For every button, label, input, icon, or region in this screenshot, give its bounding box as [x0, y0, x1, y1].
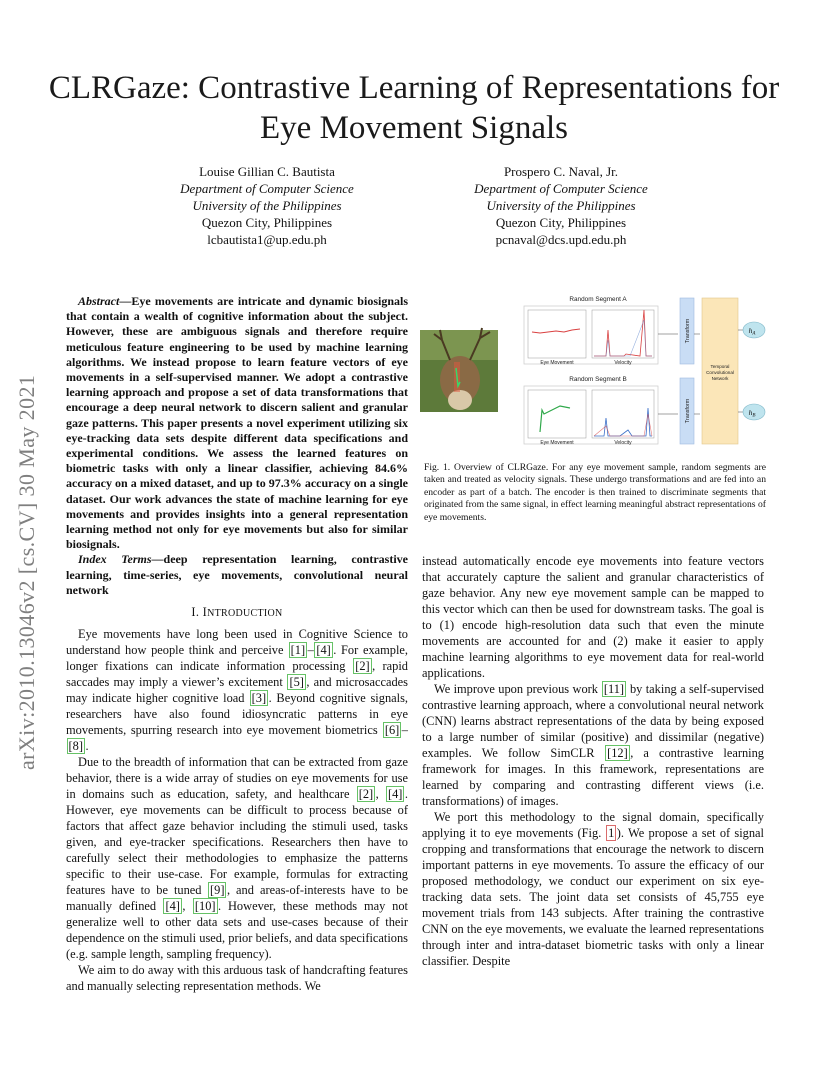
citation-link[interactable]: [4]: [387, 787, 403, 802]
author-name: Louise Gillian C. Bautista: [199, 164, 335, 179]
abstract-text: —Eye movements are intricate and dynamic biosignals that contain a wealth of cognitive information about the subject. However, these are ambiguous signals and therefore require meticulous feature engineering to be used by machine learning algorithms. We instead propose to learn feature vectors of eye movements in a self-supervised manner. We adopt a contrastive learning approach and propose a set of data transformations that encourage a deep neural network to discern salient and granular gaze patterns. This paper presents a novel experiment utilizing six eye-tracking data sets despite different data specifications and experimental conditions. We assess the learned features on biometric tasks with only a linear classifier, achieving 84.6% accuracy on a mixed dataset, and up to 97.3% accuracy on a single dataset. Our work advances the state of machine learning for eye movements and provides insights into a general representation learning method not only for eye movements but also for similar biosignals.: [66, 294, 408, 552]
velocity-label: Velocity: [614, 360, 632, 366]
citation-link[interactable]: [9]: [210, 883, 225, 898]
citation-link[interactable]: [2]: [355, 659, 370, 674]
eye-movement-plot-a: [528, 310, 586, 358]
citation-link[interactable]: [11]: [603, 682, 625, 696]
section-title-rest: NTRODUCTION: [207, 608, 283, 620]
output-h-b-label: $h_B$: [748, 408, 756, 419]
encoder-label-line-3: Network: [711, 376, 729, 381]
eye-movement-label: Eye Movement: [540, 360, 574, 366]
author-city: Quezon City, Philippines: [495, 215, 627, 230]
segment-b-label: Random Segment B: [569, 376, 627, 383]
output-h-a-label: $h_A$: [748, 326, 756, 337]
citation-link[interactable]: [2]: [358, 787, 374, 802]
section-title-initial: I: [202, 605, 208, 620]
left-column: [66, 294, 408, 994]
index-terms-label: Index Terms: [78, 552, 152, 567]
author-block-2: [411, 163, 711, 248]
abstract: [66, 294, 408, 552]
velocity-label: Velocity: [614, 440, 632, 446]
citation-link[interactable]: [12]: [607, 746, 628, 760]
citation-link[interactable]: [8]: [68, 739, 83, 754]
segment-a-label: Random Segment A: [569, 296, 627, 303]
citation-link[interactable]: [6]: [384, 723, 400, 738]
author-email[interactable]: lcbautista1@up.edu.ph: [207, 232, 327, 247]
citation-link[interactable]: [3]: [251, 691, 267, 706]
encoder-label-line-2: Convolutional: [706, 370, 734, 375]
author-univ: University of the Philippines: [192, 198, 342, 213]
citation-link[interactable]: [1]: [290, 643, 306, 658]
index-terms: [66, 552, 408, 598]
paragraph: We port this methodology to the signal domain, specifically applying it to eye movements (Fig. 1 ). We propose a set of signal cropping and transformations that encourage the network to discern important patterns in eye movements. To assure the efficacy of our proposed methodology, we conduct our experiment on six eye-tracking data sets. The joint data set consists of 45,755 eye movement trials from 143 subjects. After training the contrastive CNN on the eye movements, we evaluate the learned representations through inter and intra-dataset biometric tasks with only a linear classifier. Despite: [422, 810, 765, 968]
author-name: Prospero C. Naval, Jr.: [503, 164, 619, 179]
section-number: I.: [191, 605, 203, 620]
paragraph: We aim to do away with this arduous task of handcrafting features and manually selecting representation methods. We: [66, 963, 408, 994]
citation-link[interactable]: [4]: [165, 899, 180, 914]
index-terms-text: —deep representation learning, contrastive learning, time-series, eye movements, convolutional neural network: [66, 552, 408, 597]
citation-link[interactable]: [5]: [289, 675, 304, 690]
author-univ: University of the Philippines: [486, 198, 636, 213]
eye-movement-plot-b: [528, 390, 586, 438]
paragraph: We improve upon previous work [11] by taking a self-supervised contrastive learning approach, where a convolutional neural network (CNN) learns abstract representations of the data by being exposed to a large number of similar (positive) and dissimilar (negative) examples. We follow SimCLR [12] , a contrastive learning framework for images. In this framework, representations are learned by comparing and contrasting different views (i.e. transformations) of images.: [422, 682, 764, 808]
arxiv-identifier: arXiv:2010.13046v2 [cs.CV] 30 May 2021: [14, 374, 39, 770]
author-block-1: [117, 163, 417, 248]
author-dept: Department of Computer Science: [474, 181, 648, 196]
encoder-label-line-1: Temporal: [710, 364, 730, 369]
figure-diagram: [420, 290, 768, 450]
paragraph: Eye movements have long been used in Cognitive Science to understand how people think and perceive [1] – [4] . For example, longer fixations can indicate information processing [2] , rapid saccades may imply a viewer’s excitement [5] , and microsaccades may indicate higher cognitive load [3] . Beyond cognitive signals, researchers have also found idiosyncratic patterns in eye movements, spurring research into eye movement biometrics [6] –[8] .: [66, 627, 409, 754]
transform-label: Transform: [685, 398, 691, 424]
transform-label: Transform: [685, 318, 691, 344]
deer-photo: [420, 328, 498, 412]
abstract-label: Abstract: [78, 294, 120, 308]
right-column: [422, 553, 764, 969]
figure-reference-link[interactable]: 1: [608, 826, 615, 840]
section-heading-introduction: [66, 604, 408, 622]
author-dept: Department of Computer Science: [180, 181, 354, 196]
paper-title: CLRGaze: Contrastive Learning of Representations for Eye Movement Signals: [48, 70, 780, 146]
citation-link[interactable]: [4]: [316, 643, 331, 658]
author-city: Quezon City, Philippines: [201, 215, 333, 230]
figure-caption: Fig. 1. Overview of CLRGaze. For any eye movement sample, random segments are taken and treated as velocity signals. These undergo transformations and are fed into an encoder as part of a batch. The encoder is then trained to discriminate segments that originated from the same signal, in effect learning meaningful abstract representations of eye movements.: [424, 462, 766, 523]
citation-link[interactable]: [10]: [194, 899, 216, 914]
paragraph: Due to the breadth of information that can be extracted from gaze behavior, there is a wide array of studies on eye movements for use in domains such as education, safety, and healthcare [2] , [4] . However, eye movements can be difficult to process because of factors that affect gaze behavior including the stimuli used, tasks given, and eye-tracker specifications. Researchers then have to carefully select their methodologies to emphasize the patterns specific to their use-case. For example, formulas for extracting features have to be tuned [9] , and areas-of-interests have to be manually defined [4] , [10] . However, these methods may not generalize well to other data sets and use-cases because of their dependence on the stimuli used, prior beliefs, and data specifications (e.g. sample length, sampling frequency).: [66, 755, 409, 962]
paragraph: instead automatically encode eye movements into feature vectors that accurately capture the salient and granular characteristics of gaze behavior. Any new eye movement sample can be mapped to this vector which can then be used for downstream tasks. The goal is to (1) encode high-resolution data such that even the minute movements are accounted for and (2) make it easier to apply machine learning algorithms to eye movement data for real-world applications.: [422, 554, 764, 680]
eye-movement-label: Eye Movement: [540, 440, 574, 446]
author-email[interactable]: pcnaval@dcs.upd.edu.ph: [495, 232, 627, 247]
figure-1: [420, 290, 768, 450]
